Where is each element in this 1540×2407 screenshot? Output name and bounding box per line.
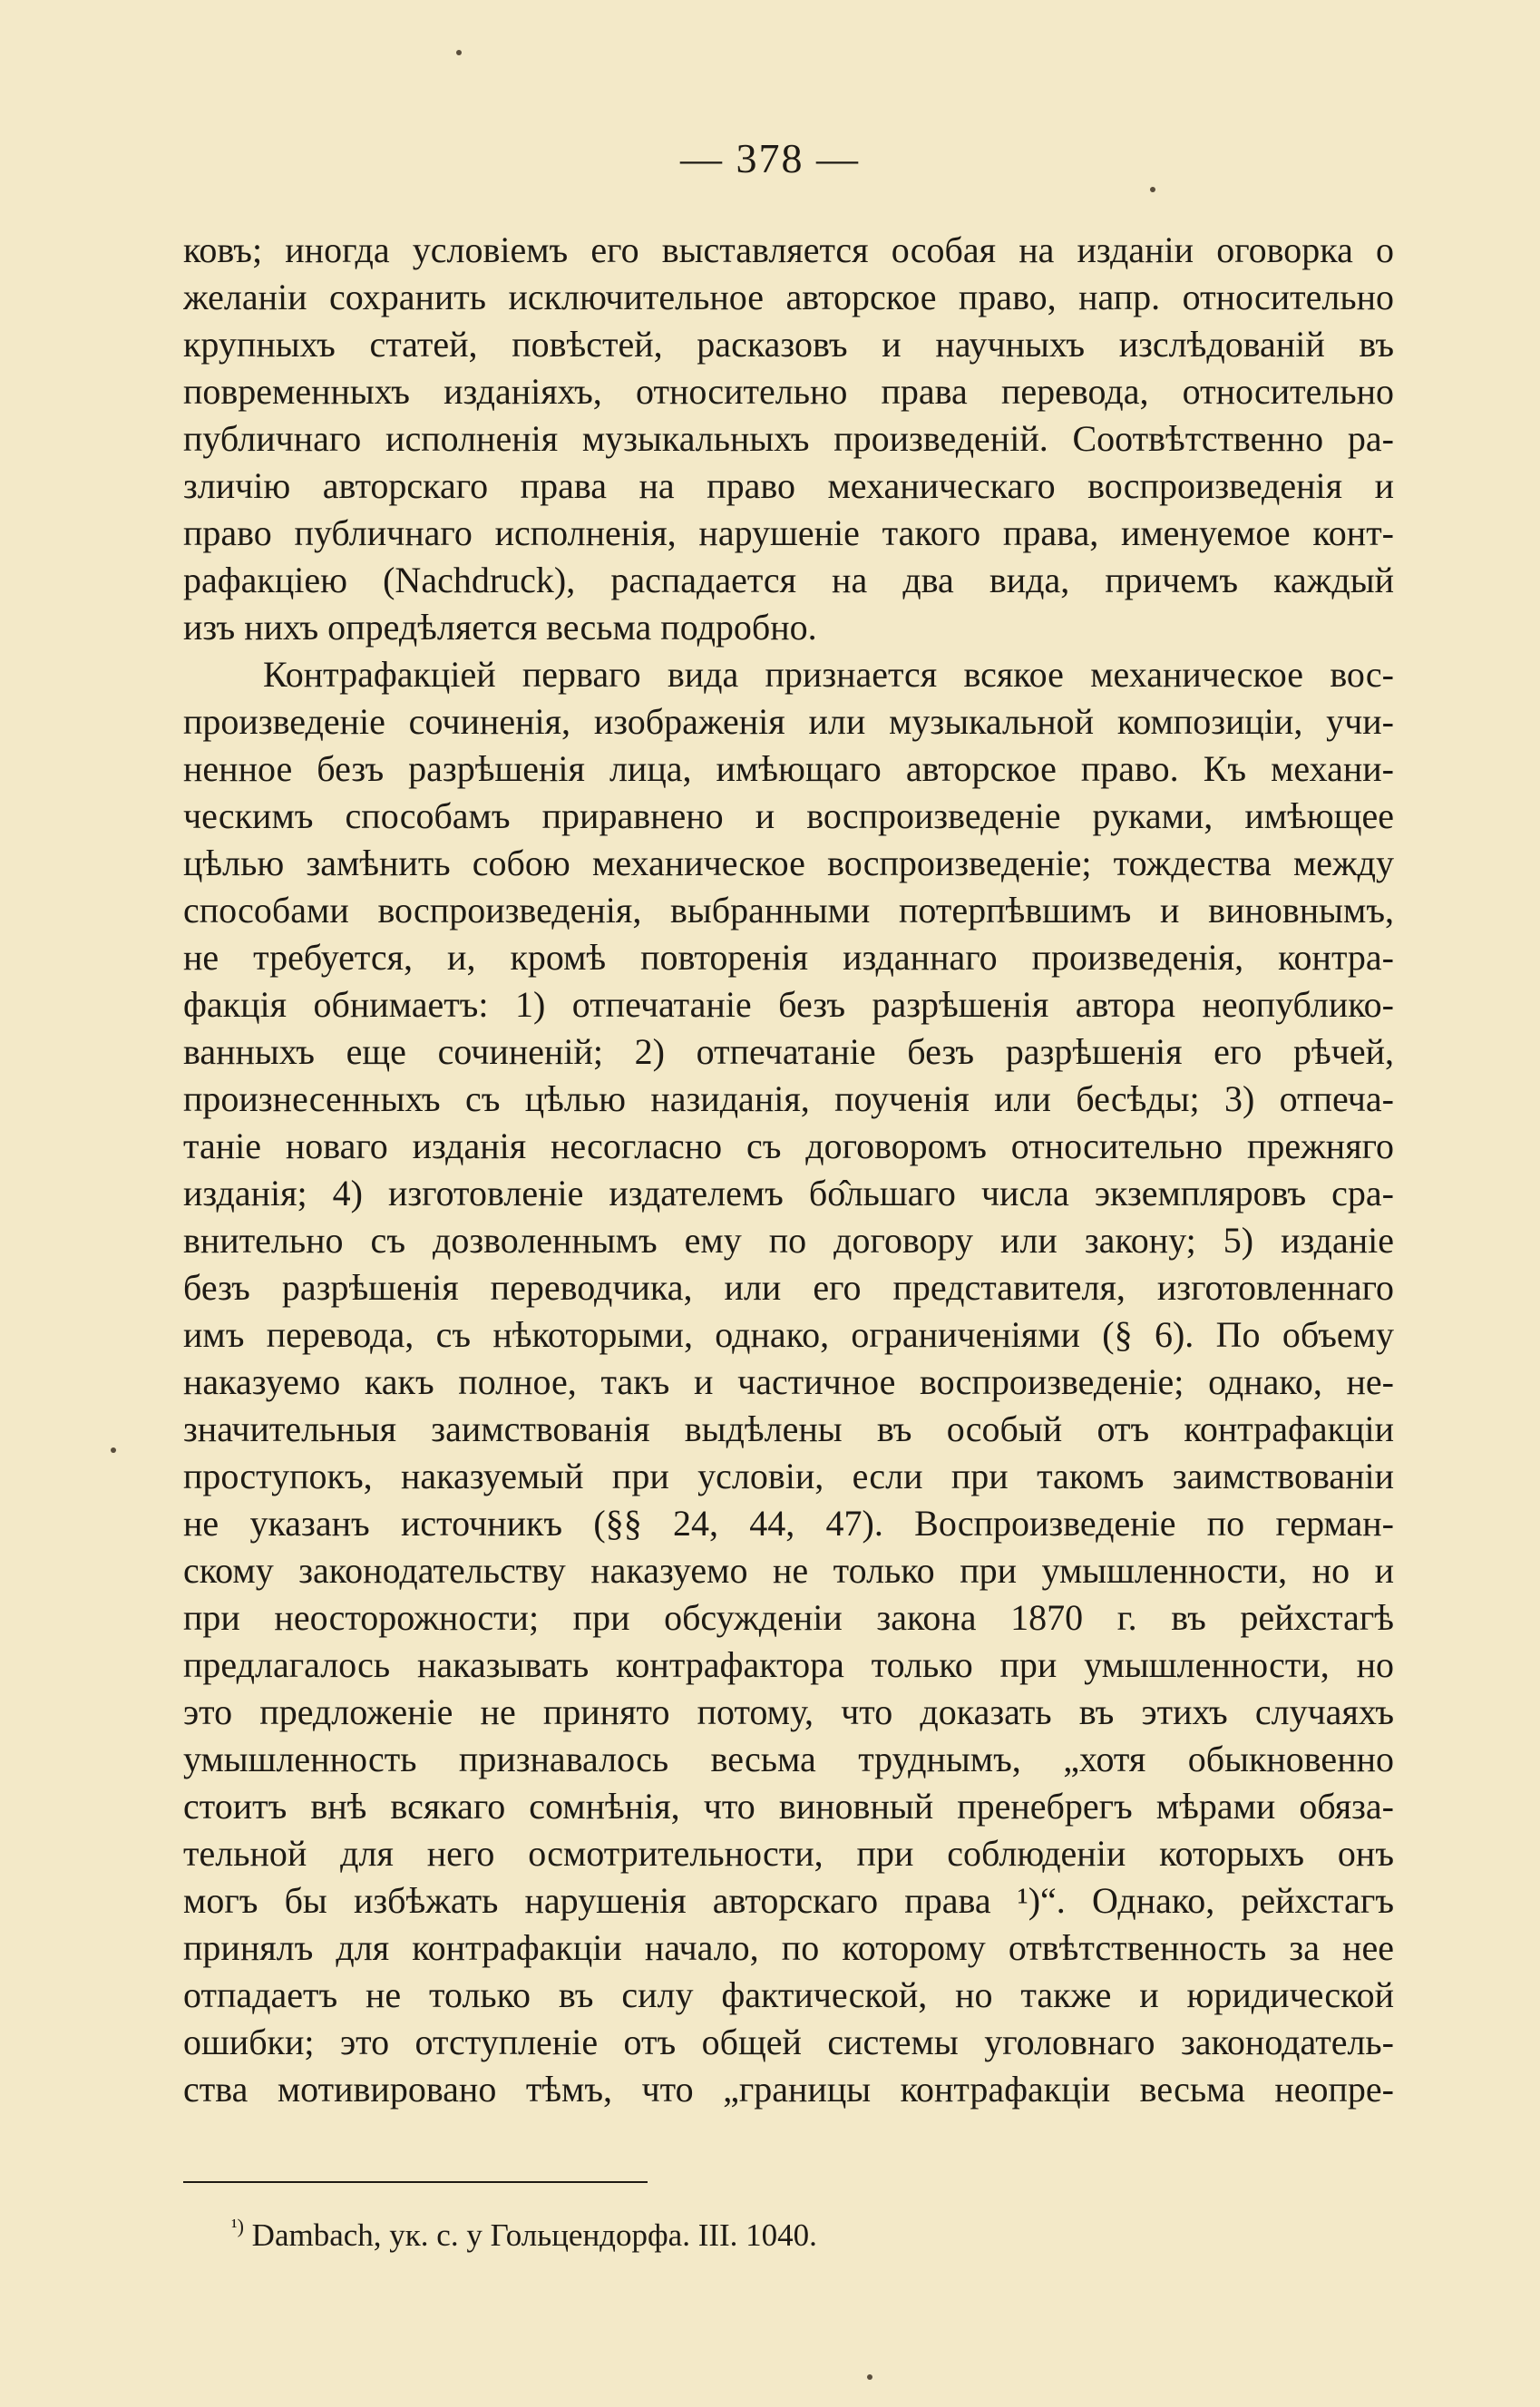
page-number: — 378 — [680,135,860,181]
paragraph-end-line: изъ нихъ опредѣляется весьма подробно. [183,607,817,648]
text-line: внительно съ дозволеннымъ ему по договору или закону; 5) изданіе [183,1220,1394,1261]
text-line: ненное безъ разрѣшенія лица, имѣющаго авторское право. Къ механи- [183,748,1394,789]
text-line: не требуется, и, кромѣ повторенія изданнаго произведенія, контра- [183,937,1394,978]
text-line: имъ перевода, съ нѣкоторыми, однако, ограниченіями (§ 6). По объему [183,1314,1394,1355]
text-line: крупныхъ статей, повѣстей, расказовъ и научныхъ изслѣдованій въ [183,324,1394,365]
body-text [183,227,1394,2113]
text-line: ства мотивировано тѣмъ, что „границы контрафакціи весьма неопре- [183,2069,1394,2110]
text-line: рафакціею (Nachdruck), распадается на два вида, причемъ каждый [183,560,1394,600]
text-line: стоитъ внѣ всякаго сомнѣнія, что виновный пренебрегъ мѣрами обяза- [183,1786,1394,1827]
text-line: отпадаетъ не только въ силу фактической, но также и юридической [183,1974,1394,2015]
text-line: ванныхъ еще сочиненій; 2) отпечатаніе безъ разрѣшенія его рѣчей, [183,1031,1394,1072]
paper-speck [456,50,462,55]
text-line: ческимъ способамъ приравнено и воспроизведеніе руками, имѣющее [183,795,1394,836]
paper-speck [111,1447,116,1453]
text-line: таніе новаго изданія несогласно съ договоромъ относительно прежняго [183,1126,1394,1166]
text-line: публичнаго исполненія музыкальныхъ произведеній. Соотвѣтственно ра- [183,418,1394,459]
text-line: желаніи сохранить исключительное авторское право, напр. относительно [183,277,1394,317]
paper-speck [1150,187,1155,192]
text-line: принялъ для контрафакціи начало, по которому отвѣтственность за нее [183,1927,1394,1968]
text-line: право публичнаго исполненія, нарушеніе такого права, именуемое конт- [183,512,1394,553]
text-line: это предложеніе не принято потому, что доказать въ этихъ случаяхъ [183,1691,1394,1732]
text-line: произведеніе сочиненія, изображенія или музыкальной композиціи, учи- [183,701,1394,742]
text-line: факція обнимаетъ: 1) отпечатаніе безъ разрѣшенія автора неопублико- [183,984,1394,1025]
text-line: при неосторожности; при обсужденіи закона 1870 г. въ рейхстагѣ [183,1597,1394,1638]
footnote-divider [183,2181,648,2183]
text-line: зличію авторскаго права на право механическаго воспроизведенія и [183,465,1394,506]
text-line: умышленность признавалось весьма труднымъ, „хотя обыкновенно [183,1739,1394,1779]
text-line: повременныхъ изданіяхъ, относительно права перевода, относительно [183,371,1394,412]
text-line: наказуемо какъ полное, такъ и частичное воспроизведеніе; однако, не- [183,1361,1394,1402]
text-line: могъ бы избѣжать нарушенія авторскаго права ¹)“. Однако, рейхстагъ [183,1880,1394,1921]
text-line: значительныя заимствованія выдѣлены въ особый отъ контрафакціи [183,1408,1394,1449]
text-line: цѣлью замѣнить собою механическое воспроизведеніе; тождества между [183,843,1394,883]
paragraph-first-line: Контрафакціей перваго вида признается всякое механическое вос- [263,654,1394,695]
footnote-text: Dambach, ук. с. у Гольцендорфа. III. 1040. [251,2217,817,2253]
paper-speck [867,2374,872,2380]
text-line: способами воспроизведенія, выбранными потерпѣвшимъ и виновнымъ, [183,890,1394,931]
text-line: произнесенныхъ съ цѣлью назиданія, поученія или бесѣды; 3) отпеча- [183,1078,1394,1119]
footnote-marker: ¹) [231,2215,244,2237]
text-line: проступокъ, наказуемый при условіи, если при такомъ заимствованіи [183,1456,1394,1496]
text-line: тельной для него осмотрительности, при соблюденіи которыхъ онъ [183,1833,1394,1874]
text-line: не указанъ источникъ (§§ 24, 44, 47). Воспроизведеніе по герман- [183,1503,1394,1544]
text-line: скому законодательству наказуемо не только при умышленности, но и [183,1550,1394,1591]
text-line: безъ разрѣшенія переводчика, или его представителя, изготовленнаго [183,1267,1394,1308]
text-line: изданія; 4) изготовленіе издателемъ бо̂льшаго числа экземпляровъ сра- [183,1173,1394,1213]
footnote [231,2215,817,2254]
text-line: ковъ; иногда условіемъ его выставляется особая на изданіи оговорка о [183,229,1394,270]
text-line: предлагалось наказывать контрафактора только при умышленности, но [183,1644,1394,1685]
text-line: ошибки; это отступленіе отъ общей системы уголовнаго законодатель- [183,2022,1394,2062]
